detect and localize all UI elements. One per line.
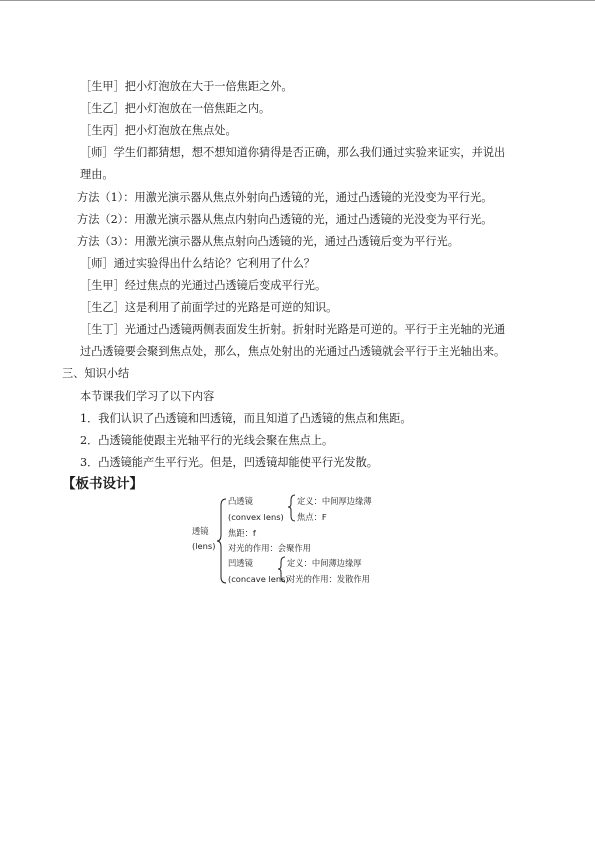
summary-item: 2．凸透镜能使跟主光轴平行的光线会聚在焦点上。 [80,434,334,447]
method-line: 方法（2）：用激光演示器从焦点内射向凸透镜的光，通过凸透镜的光没变为平行光。 [77,213,493,226]
lens-root-label: 透镜 [192,526,209,536]
page-top-rule [0,0,595,1]
summary-item: 1．我们认识了凸透镜和凹透镜，而且知道了凸透镜的焦点和焦距。 [80,412,412,425]
dialogue-line: ［生丁］光通过凸透镜两侧表面发生折射。折射时光路是可逆的。平行于主光轴的光通 [80,323,506,336]
dialogue-line: 理由。 [80,168,114,181]
lens-root-en: (lens) [192,541,216,551]
concave-definition: 定义：中间薄边缘厚 [287,558,362,568]
dialogue-line: ［师］学生们都猜想，想不想知道你猜得是否正确，那么我们通过实验来证实，并说出 [80,146,506,159]
convex-brace [288,495,295,521]
method-line: 方法（3）：用激光演示器从焦点射向凸透镜的光，通过凸透镜后变为平行光。 [77,235,459,248]
convex-definition: 定义：中间厚边缘薄 [297,496,372,506]
convex-lens-label: 凸透镜 [228,496,253,506]
focal-length: 焦距：f [228,528,256,538]
concave-effect: 对光的作用：发散作用 [287,574,370,584]
board-diagram [190,493,400,589]
root-brace [217,499,226,583]
dialogue-line: ［生乙］把小灯泡放在一倍焦距之内。 [80,102,271,115]
concave-lens-en: (concave lens) [228,574,289,584]
summary-item: 3．凸透镜能产生平行光。但是，凹透镜却能使平行光发散。 [80,456,378,469]
dialogue-line: 过凸透镜要会聚到焦点处，那么，焦点处射出的光通过凸透镜就会平行于主光轴出来。 [80,345,506,358]
section-heading-summary: 三、知识小结 [62,367,130,380]
dialogue-line: ［生甲］经过焦点的光通过凸透镜后变成平行光。 [80,279,327,292]
method-line: 方法（1）：用激光演示器从焦点外射向凸透镜的光，通过凸透镜的光没变为平行光。 [77,191,493,204]
dialogue-line: ［生丙］把小灯泡放在焦点处。 [80,124,237,137]
convex-lens-en: (convex lens) [228,512,284,522]
convex-effect: 对光的作用：会聚作用 [228,543,311,553]
summary-intro: 本节课我们学习了以下内容 [80,390,215,403]
dialogue-line: ［师］通过实验得出什么结论？它利用了什么？ [80,257,315,270]
dialogue-line: ［生甲］把小灯泡放在大于一倍焦距之外。 [80,80,293,93]
dialogue-line: ［生乙］这是利用了前面学过的光路是可逆的知识。 [80,301,338,314]
board-design-heading: 【板书设计】 [62,476,143,492]
convex-focus: 焦点：F [297,512,327,522]
concave-lens-label: 凹透镜 [228,558,253,568]
